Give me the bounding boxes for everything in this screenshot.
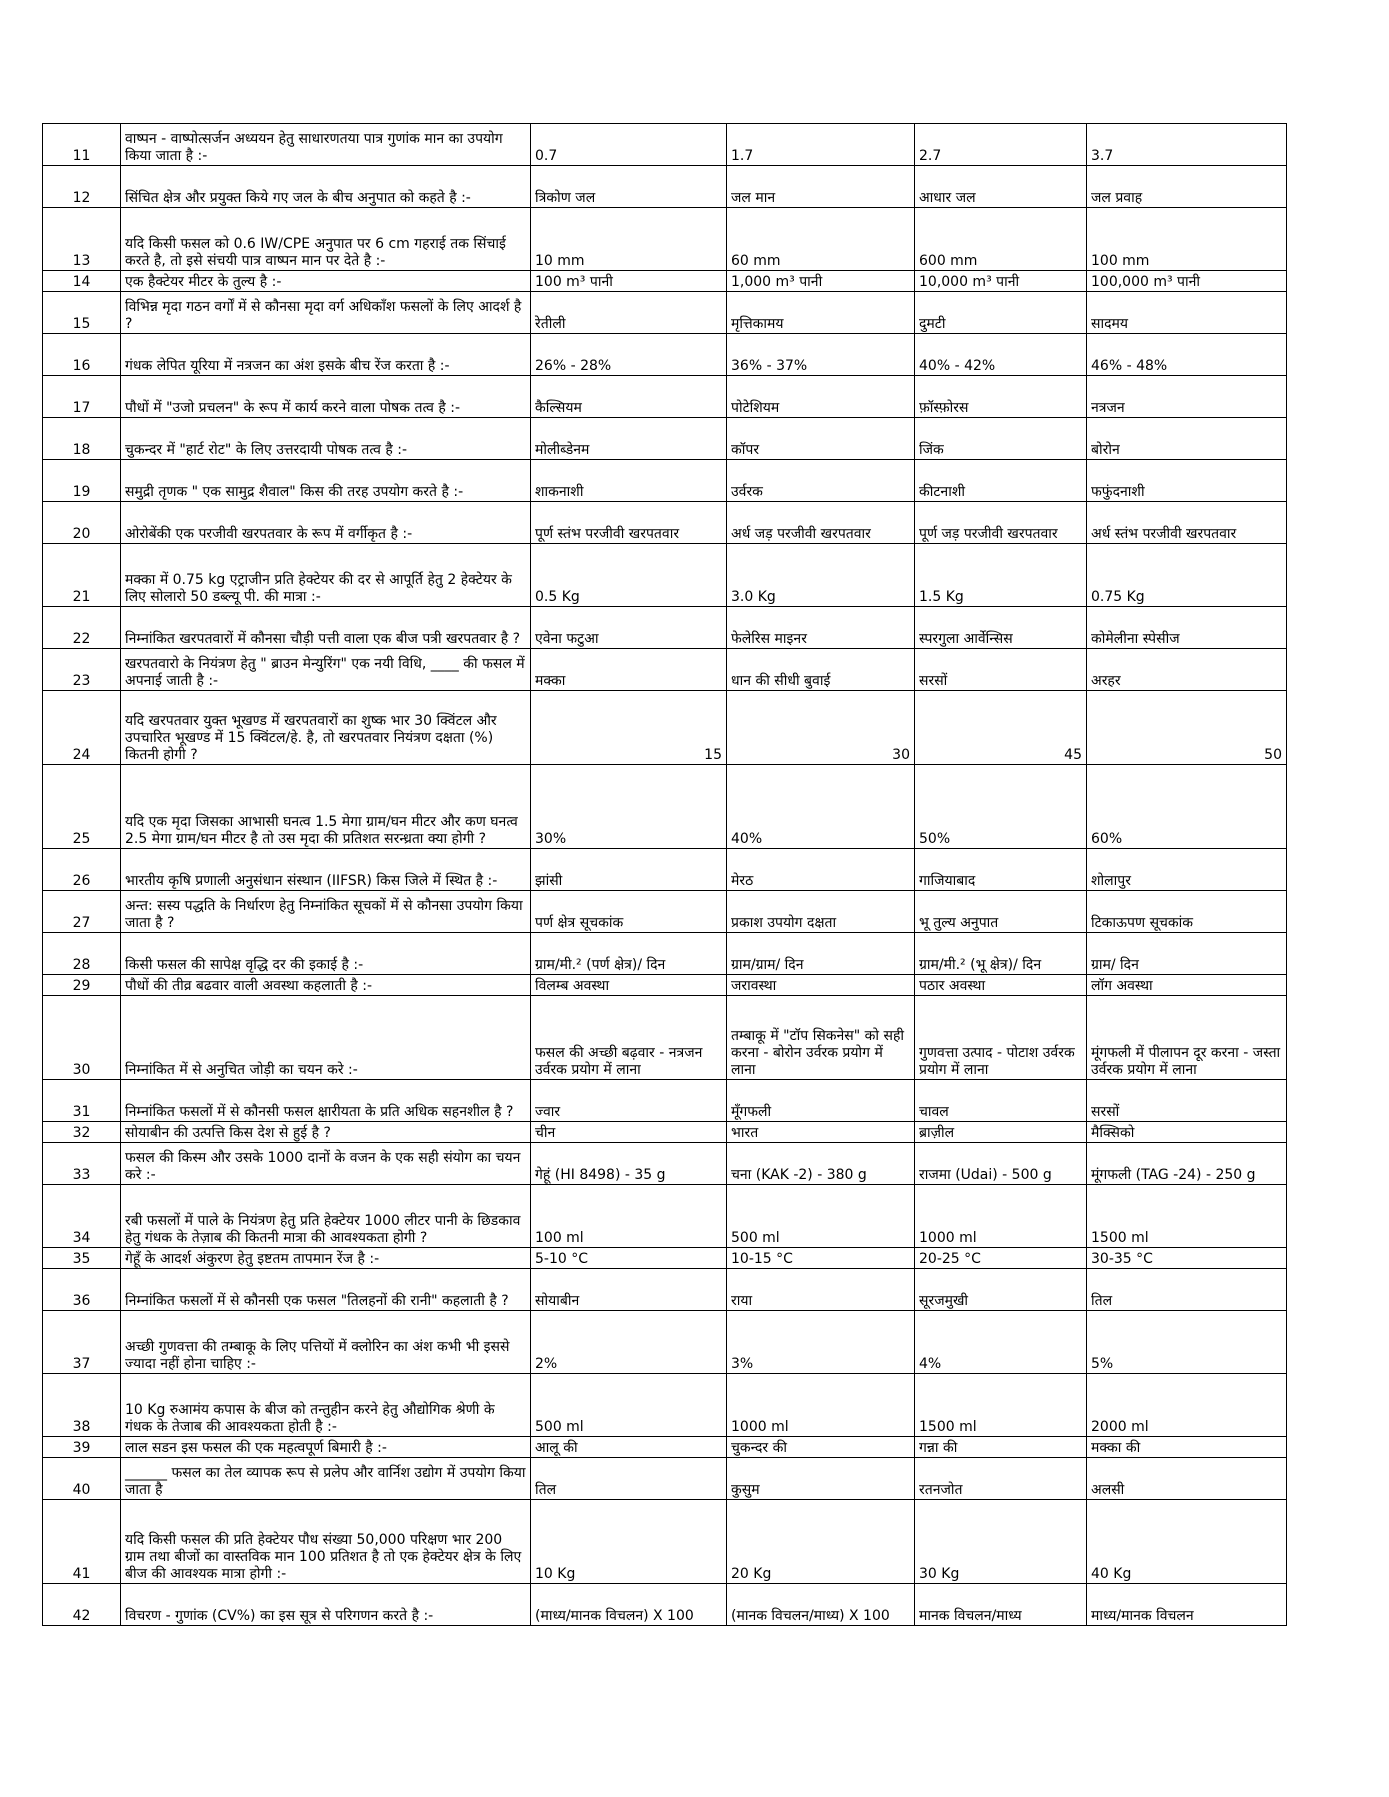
table-row	[43, 1437, 1287, 1458]
option-2: 1000 ml	[727, 1374, 915, 1437]
question-number: 25	[43, 765, 121, 849]
option-2: धान की सीधी बुवाई	[727, 649, 915, 691]
question-text: गंधक लेपित यूरिया में नत्रजन का अंश इसके बीच रेंज करता है :-	[121, 334, 531, 376]
option-2: 30	[727, 691, 915, 765]
option-4: 100 mm	[1087, 208, 1287, 271]
table-row	[43, 1122, 1287, 1143]
table-row	[43, 1143, 1287, 1185]
question-number: 33	[43, 1143, 121, 1185]
option-1: पर्ण क्षेत्र सूचकांक	[531, 891, 727, 933]
option-2: 10-15 °C	[727, 1248, 915, 1269]
option-1: (माध्य/मानक विचलन) X 100	[531, 1584, 727, 1626]
question-number: 11	[43, 124, 121, 166]
question-text: निम्नांकित खरपतवारों में कौनसा चौड़ी पत्ती वाला एक बीज पत्री खरपतवार है ?	[121, 607, 531, 649]
table-row	[43, 208, 1287, 271]
option-2: भारत	[727, 1122, 915, 1143]
option-3: 4%	[915, 1311, 1087, 1374]
option-2: 3.0 Kg	[727, 544, 915, 607]
option-3: 45	[915, 691, 1087, 765]
option-3: भू तुल्य अनुपात	[915, 891, 1087, 933]
option-2: चुकन्दर की	[727, 1437, 915, 1458]
table-row	[43, 1584, 1287, 1626]
option-4: मैक्सिको	[1087, 1122, 1287, 1143]
option-1: पूर्ण स्तंभ परजीवी खरपतवार	[531, 502, 727, 544]
question-number: 23	[43, 649, 121, 691]
option-1: 500 ml	[531, 1374, 727, 1437]
option-4: 60%	[1087, 765, 1287, 849]
option-3: ब्राज़ील	[915, 1122, 1087, 1143]
option-2: राया	[727, 1269, 915, 1311]
option-1: चीन	[531, 1122, 727, 1143]
option-4: ग्राम/ दिन	[1087, 933, 1287, 975]
question-text: सिंचित क्षेत्र और प्रयुक्त किये गए जल के बीच अनुपात को कहते है :-	[121, 166, 531, 208]
question-number: 24	[43, 691, 121, 765]
option-3: 2.7	[915, 124, 1087, 166]
question-number: 34	[43, 1185, 121, 1248]
option-4: 3.7	[1087, 124, 1287, 166]
option-1: 15	[531, 691, 727, 765]
question-text: अच्छी गुणवत्ता की तम्बाकू के लिए पत्तियों में क्लोरिन का अंश कभी भी इससे ज्यादा नहीं होना चाहिए :-	[121, 1311, 531, 1374]
table-row	[43, 996, 1287, 1080]
question-text: यदि खरपतवार युक्त भूखण्ड में खरपतवारों का शुष्क भार 30 क्विंटल और उपचारित भूखण्ड में 15 क्विंटल/हे. है, तो खरपतवार नियंत्रण दक्षता (%) कितनी होगी ?	[121, 691, 531, 765]
option-4: 0.75 Kg	[1087, 544, 1287, 607]
table-row	[43, 1269, 1287, 1311]
question-text: ______ फसल का तेल व्यापक रूप से प्रलेप और वार्निश उद्योग में उपयोग किया जाता है	[121, 1458, 531, 1500]
question-number: 18	[43, 418, 121, 460]
option-2: प्रकाश उपयोग दक्षता	[727, 891, 915, 933]
option-3: रतनजोत	[915, 1458, 1087, 1500]
question-text: किसी फसल की सापेक्ष वृद्धि दर की इकाई है :-	[121, 933, 531, 975]
option-2: कॉपर	[727, 418, 915, 460]
option-1: फसल की अच्छी बढ़वार - नत्रजन उर्वरक प्रयोग में लाना	[531, 996, 727, 1080]
option-4: 50	[1087, 691, 1287, 765]
option-1: कैल्सियम	[531, 376, 727, 418]
question-text: पौधों की तीव्र बढवार वाली अवस्था कहलाती है :-	[121, 975, 531, 996]
table-row	[43, 1185, 1287, 1248]
question-text: अन्त: सस्य पद्धति के निर्धारण हेतु निम्नांकित सूचकों में से कौनसा उपयोग किया जाता है ?	[121, 891, 531, 933]
option-1: तिल	[531, 1458, 727, 1500]
option-4: 30-35 °C	[1087, 1248, 1287, 1269]
question-number: 37	[43, 1311, 121, 1374]
table-row	[43, 891, 1287, 933]
option-3: 1.5 Kg	[915, 544, 1087, 607]
option-2: 1.7	[727, 124, 915, 166]
question-text: लाल सडन इस फसल की एक महत्वपूर्ण बिमारी है :-	[121, 1437, 531, 1458]
option-2: उर्वरक	[727, 460, 915, 502]
question-text: चुकन्दर में "हार्ट रोट" के लिए उत्तरदायी पोषक तत्व है :-	[121, 418, 531, 460]
table-row	[43, 1311, 1287, 1374]
question-text: यदि किसी फसल को 0.6 IW/CPE अनुपात पर 6 cm गहराई तक सिंचाई करते है, तो इसे संचयी पात्र वाष्पन मान पर देते है :-	[121, 208, 531, 271]
table-row	[43, 849, 1287, 891]
option-4: 40 Kg	[1087, 1500, 1287, 1584]
table-row	[43, 649, 1287, 691]
question-number: 36	[43, 1269, 121, 1311]
option-3: 40% - 42%	[915, 334, 1087, 376]
question-number: 41	[43, 1500, 121, 1584]
option-4: कोमेलीना स्पेसीज	[1087, 607, 1287, 649]
option-3: राजमा (Udai) - 500 g	[915, 1143, 1087, 1185]
table-row	[43, 376, 1287, 418]
option-2: पोटेशियम	[727, 376, 915, 418]
table-row	[43, 502, 1287, 544]
option-2: 1,000 m³ पानी	[727, 271, 915, 292]
option-2: अर्ध जड़ परजीवी खरपतवार	[727, 502, 915, 544]
option-3: 600 mm	[915, 208, 1087, 271]
option-2: जल मान	[727, 166, 915, 208]
option-2: 36% - 37%	[727, 334, 915, 376]
option-4: फफुंदनाशी	[1087, 460, 1287, 502]
question-number: 19	[43, 460, 121, 502]
option-1: गेहूं (HI 8498) - 35 g	[531, 1143, 727, 1185]
option-4: माध्य/मानक विचलन	[1087, 1584, 1287, 1626]
question-text: यदि किसी फसल की प्रति हेक्टेयर पौध संख्या 50,000 परिक्षण भार 200 ग्राम तथा बीजों का वास्तविक मान 100 प्रतिशत है तो एक हेक्टेयर क्षेत्र के लिए बीज की आवश्यक मात्रा होगी :-	[121, 1500, 531, 1584]
option-2: 3%	[727, 1311, 915, 1374]
question-text: विचरण - गुणांक (CV%) का इस सूत्र से परिगणन करते है :-	[121, 1584, 531, 1626]
option-3: पूर्ण जड़ परजीवी खरपतवार	[915, 502, 1087, 544]
option-1: एवेना फटुआ	[531, 607, 727, 649]
option-3: गुणवत्ता उत्पाद - पोटाश उर्वरक प्रयोग में लाना	[915, 996, 1087, 1080]
question-text: यदि एक मृदा जिसका आभासी घनत्व 1.5 मेगा ग्राम/घन मीटर और कण घनत्व 2.5 मेगा ग्राम/घन मीटर है तो उस मृदा की प्रतिशत सरन्ध्रता क्या होगी ?	[121, 765, 531, 849]
question-text: भारतीय कृषि प्रणाली अनुसंधान संस्थान (IIFSR) किस जिले में स्थित है :-	[121, 849, 531, 891]
question-text: फसल की किस्म और उसके 1000 दानों के वजन के एक सही संयोग का चयन करे :-	[121, 1143, 531, 1185]
option-4: अर्ध स्तंभ परजीवी खरपतवार	[1087, 502, 1287, 544]
table-row	[43, 334, 1287, 376]
question-number: 30	[43, 996, 121, 1080]
question-number: 26	[43, 849, 121, 891]
question-rows	[43, 124, 1287, 1626]
table-row	[43, 691, 1287, 765]
option-4: जल प्रवाह	[1087, 166, 1287, 208]
question-number: 14	[43, 271, 121, 292]
question-number: 35	[43, 1248, 121, 1269]
option-4: बोरोन	[1087, 418, 1287, 460]
question-text: पौधों में "उजो प्रचलन" के रूप में कार्य करने वाला पोषक तत्व है :-	[121, 376, 531, 418]
question-text: निम्नांकित फसलों में से कौनसी फसल क्षारीयता के प्रति अधिक सहनशील है ?	[121, 1080, 531, 1122]
table-row	[43, 1500, 1287, 1584]
question-text: वाष्पन - वाष्पोत्सर्जन अध्ययन हेतु साधारणतया पात्र गुणांक मान का उपयोग किया जाता है :-	[121, 124, 531, 166]
table-row	[43, 1080, 1287, 1122]
option-2: 60 mm	[727, 208, 915, 271]
question-number: 20	[43, 502, 121, 544]
question-table	[42, 123, 1287, 1626]
option-2: 20 Kg	[727, 1500, 915, 1584]
option-1: 30%	[531, 765, 727, 849]
option-1: रेतीली	[531, 292, 727, 334]
option-2: मूँगफली	[727, 1080, 915, 1122]
option-1: 2%	[531, 1311, 727, 1374]
table-row	[43, 418, 1287, 460]
question-number: 39	[43, 1437, 121, 1458]
question-text: रबी फसलों में पाले के नियंत्रण हेतु प्रति हेक्टेयर 1000 लीटर पानी के छिडकाव हेतु गंधक के तेज़ाब की कितनी मात्रा की आवश्यकता होगी ?	[121, 1185, 531, 1248]
question-text: निम्नांकित फसलों में से कौनसी एक फसल "तिलहनों की रानी" कहलाती है ?	[121, 1269, 531, 1311]
question-number: 17	[43, 376, 121, 418]
question-number: 12	[43, 166, 121, 208]
option-3: 10,000 m³ पानी	[915, 271, 1087, 292]
option-1: सोयाबीन	[531, 1269, 727, 1311]
table-row	[43, 166, 1287, 208]
question-text: एक हैक्टेयर मीटर के तुल्य है :-	[121, 271, 531, 292]
question-number: 15	[43, 292, 121, 334]
question-number: 21	[43, 544, 121, 607]
question-number: 31	[43, 1080, 121, 1122]
option-3: 20-25 °C	[915, 1248, 1087, 1269]
option-4: 100,000 m³ पानी	[1087, 271, 1287, 292]
question-number: 40	[43, 1458, 121, 1500]
option-1: मोलीब्डेनम	[531, 418, 727, 460]
option-1: मक्का	[531, 649, 727, 691]
option-2: ग्राम/ग्राम/ दिन	[727, 933, 915, 975]
option-2: 40%	[727, 765, 915, 849]
option-3: सूरजमुखी	[915, 1269, 1087, 1311]
option-1: ग्राम/मी.² (पर्ण क्षेत्र)/ दिन	[531, 933, 727, 975]
option-2: 500 ml	[727, 1185, 915, 1248]
question-number: 42	[43, 1584, 121, 1626]
table-row	[43, 933, 1287, 975]
option-3: पठार अवस्था	[915, 975, 1087, 996]
table-row	[43, 607, 1287, 649]
question-number: 29	[43, 975, 121, 996]
option-1: झांसी	[531, 849, 727, 891]
table-row	[43, 1458, 1287, 1500]
option-3: आधार जल	[915, 166, 1087, 208]
question-text: निम्नांकित में से अनुचित जोड़ी का चयन करे :-	[121, 996, 531, 1080]
option-2: (मानक विचलन/माध्य) X 100	[727, 1584, 915, 1626]
table-row	[43, 271, 1287, 292]
table-row	[43, 460, 1287, 502]
table-row	[43, 544, 1287, 607]
option-3: मानक विचलन/माध्य	[915, 1584, 1087, 1626]
option-4: मूंगफली में पीलापन दूर करना - जस्ता उर्वरक प्रयोग में लाना	[1087, 996, 1287, 1080]
option-4: मूंगफली (TAG -24) - 250 g	[1087, 1143, 1287, 1185]
option-3: फ़ॉस्फ़ोरस	[915, 376, 1087, 418]
table-row	[43, 1248, 1287, 1269]
option-1: 0.5 Kg	[531, 544, 727, 607]
question-number: 38	[43, 1374, 121, 1437]
table-row	[43, 1374, 1287, 1437]
option-4: सादमय	[1087, 292, 1287, 334]
question-text: सोयाबीन की उत्पत्ति किस देश से हुई है ?	[121, 1122, 531, 1143]
option-1: आलू की	[531, 1437, 727, 1458]
option-4: अलसी	[1087, 1458, 1287, 1500]
option-4: 5%	[1087, 1311, 1287, 1374]
question-text: मक्का में 0.75 kg एट्राजीन प्रति हेक्टेयर की दर से आपूर्ति हेतु 2 हेक्टेयर के लिए सोलारो 50 डब्ल्यू पी. की मात्रा :-	[121, 544, 531, 607]
option-4: 2000 ml	[1087, 1374, 1287, 1437]
option-2: चना (KAK -2) - 380 g	[727, 1143, 915, 1185]
option-1: 0.7	[531, 124, 727, 166]
option-2: कुसुम	[727, 1458, 915, 1500]
question-number: 16	[43, 334, 121, 376]
option-3: गाजियाबाद	[915, 849, 1087, 891]
option-1: त्रिकोण जल	[531, 166, 727, 208]
option-4: टिकाऊपण सूचकांक	[1087, 891, 1287, 933]
option-3: गन्ना की	[915, 1437, 1087, 1458]
option-4: अरहर	[1087, 649, 1287, 691]
question-number: 22	[43, 607, 121, 649]
option-2: तम्बाकू में "टॉप सिकनेस" को सही करना - बोरोन उर्वरक प्रयोग में लाना	[727, 996, 915, 1080]
option-4: नत्रजन	[1087, 376, 1287, 418]
question-number: 13	[43, 208, 121, 271]
option-1: शाकनाशी	[531, 460, 727, 502]
option-4: लॉग अवस्था	[1087, 975, 1287, 996]
question-text: 10 Kg रुआमंय कपास के बीज को तन्तुहीन करने हेतु औद्योगिक श्रेणी के गंधक के तेजाब की आवश्यकता होती है :-	[121, 1374, 531, 1437]
option-3: स्परगुला आर्वेन्सिस	[915, 607, 1087, 649]
option-2: मेरठ	[727, 849, 915, 891]
question-number: 28	[43, 933, 121, 975]
option-1: 100 m³ पानी	[531, 271, 727, 292]
option-4: मक्का की	[1087, 1437, 1287, 1458]
option-1: 10 Kg	[531, 1500, 727, 1584]
question-text: ओरोबेंकी एक परजीवी खरपतवार के रूप में वर्गीकृत है :-	[121, 502, 531, 544]
table-row	[43, 292, 1287, 334]
option-2: मृत्तिकामय	[727, 292, 915, 334]
option-3: 50%	[915, 765, 1087, 849]
option-1: विलम्ब अवस्था	[531, 975, 727, 996]
option-1: ज्वार	[531, 1080, 727, 1122]
option-3: 1500 ml	[915, 1374, 1087, 1437]
option-4: शोलापुर	[1087, 849, 1287, 891]
option-3: जिंक	[915, 418, 1087, 460]
option-4: तिल	[1087, 1269, 1287, 1311]
table-row	[43, 765, 1287, 849]
table-row	[43, 975, 1287, 996]
option-3: सरसों	[915, 649, 1087, 691]
option-3: दुमटी	[915, 292, 1087, 334]
option-3: 1000 ml	[915, 1185, 1087, 1248]
table-row	[43, 124, 1287, 166]
option-3: चावल	[915, 1080, 1087, 1122]
question-text: खरपतवारो के नियंत्रण हेतु " ब्राउन मेन्युरिंग" एक नयी विधि, ____ की फसल में अपनाई जाती है :-	[121, 649, 531, 691]
option-1: 26% - 28%	[531, 334, 727, 376]
option-3: 30 Kg	[915, 1500, 1087, 1584]
question-text: गेहूँ के आदर्श अंकुरण हेतु इष्टतम तापमान रेंज है :-	[121, 1248, 531, 1269]
question-text: विभिन्न मृदा गठन वर्गों में से कौनसा मृदा वर्ग अधिकाँश फसलों के लिए आदर्श है ?	[121, 292, 531, 334]
option-4: सरसों	[1087, 1080, 1287, 1122]
option-3: कीटनाशी	[915, 460, 1087, 502]
question-text: समुद्री तृणक " एक सामुद्र शैवाल" किस की तरह उपयोग करते है :-	[121, 460, 531, 502]
option-3: ग्राम/मी.² (भू क्षेत्र)/ दिन	[915, 933, 1087, 975]
question-number: 32	[43, 1122, 121, 1143]
option-4: 1500 ml	[1087, 1185, 1287, 1248]
option-1: 5-10 °C	[531, 1248, 727, 1269]
option-2: जरावस्था	[727, 975, 915, 996]
option-1: 10 mm	[531, 208, 727, 271]
option-1: 100 ml	[531, 1185, 727, 1248]
option-4: 46% - 48%	[1087, 334, 1287, 376]
question-number: 27	[43, 891, 121, 933]
option-2: फेलेरिस माइनर	[727, 607, 915, 649]
